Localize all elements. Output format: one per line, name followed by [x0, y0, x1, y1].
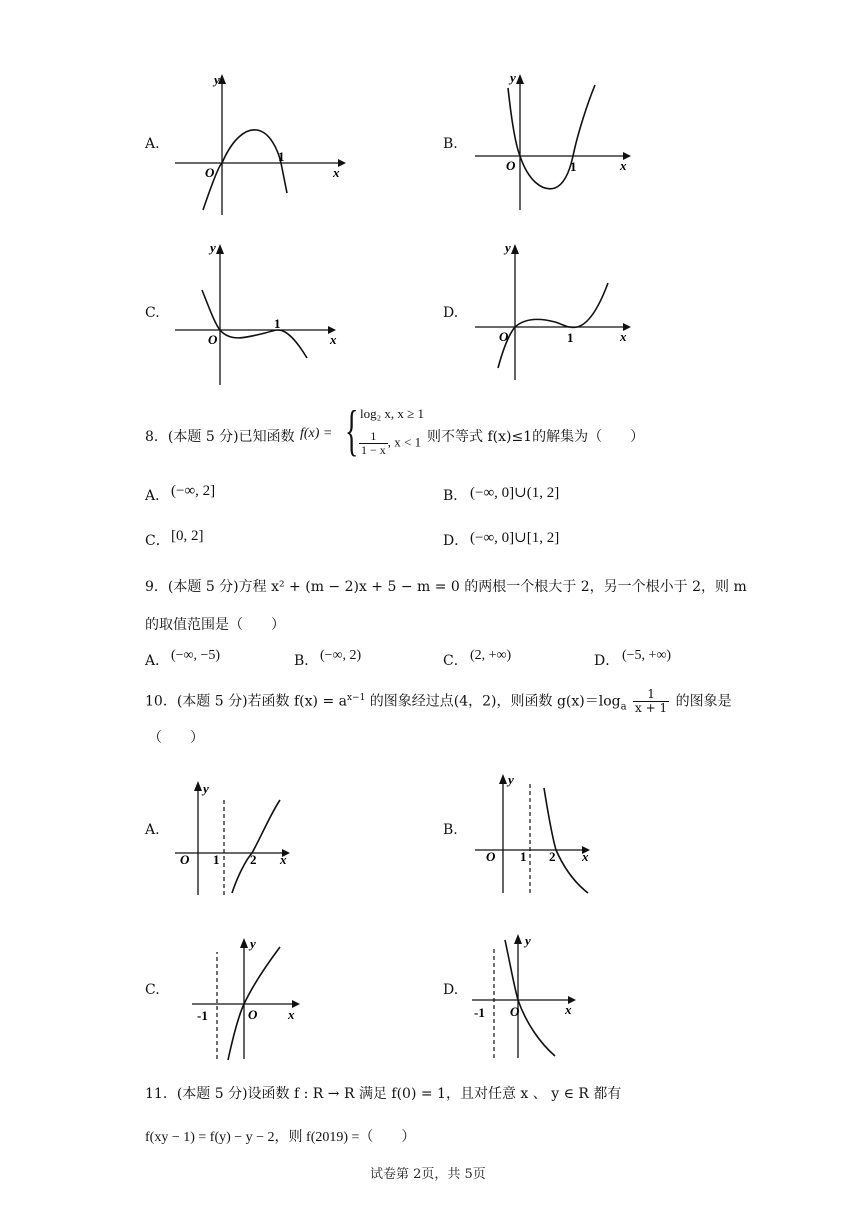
q8-option-c-value: [0, 2] — [171, 528, 204, 544]
q7-graph-c — [170, 238, 350, 388]
q10-option-c-label: C. — [145, 982, 160, 998]
q10-part1: 10．(本题 5 分)若函数 f(x) = a — [145, 693, 347, 710]
q8-option-d-value: (−∞, 0]∪[1, 2] — [470, 530, 560, 546]
q10-graph-d — [470, 928, 595, 1063]
x-axis-label: x — [620, 329, 627, 344]
q10-option-b-label: B. — [443, 822, 458, 838]
q10-option-a-label: A. — [145, 822, 160, 838]
x-axis-label: x — [582, 849, 589, 864]
q8-case1: log₂ x, x ≥ 1 — [360, 406, 425, 421]
origin-label: O — [510, 1004, 520, 1019]
tick-label-2: 2 — [250, 852, 257, 867]
q7-graph-b — [470, 70, 640, 215]
q10-graph-c — [190, 932, 315, 1062]
q10-frac-den: x + 1 — [635, 701, 668, 716]
x-axis-label: x — [280, 852, 287, 867]
tick-label-1: 1 — [274, 316, 281, 331]
q7-graph-a — [170, 70, 350, 220]
y-axis-label: y — [210, 240, 216, 255]
q8-prefix: 8．(本题 5 分)已知函数 — [145, 429, 295, 445]
page-footer: 试卷第 2页，共 5页 — [370, 1167, 486, 1182]
q10-part3: 的图象是 — [671, 693, 732, 710]
q8-option-c-label: C． — [145, 533, 170, 549]
y-axis-label: y — [510, 70, 516, 85]
q7-option-b-label: B. — [443, 136, 458, 152]
q9-option-b-label: B． — [294, 653, 319, 669]
q8-case2-numerator: 1 — [359, 430, 388, 444]
tick-label-1: 1 — [570, 159, 577, 174]
tick-label-2: 2 — [549, 849, 556, 864]
q9-line2: 的取值范围是（ ） — [145, 617, 285, 633]
q10-graph-a — [170, 775, 300, 900]
x-axis-label: x — [330, 332, 337, 347]
q10-option-d-label: D. — [443, 982, 459, 998]
q9-option-a-value: (−∞, −5) — [171, 648, 221, 663]
origin-label: O — [180, 852, 190, 867]
x-axis-label: x — [565, 1002, 572, 1017]
q8-case2-denominator: 1 − x — [361, 443, 386, 458]
x-axis-label: x — [333, 165, 340, 180]
q7-graph-d — [470, 238, 640, 388]
origin-label: O — [248, 1007, 258, 1022]
q10-line2: （ ） — [148, 730, 204, 746]
tick-label-1: 1 — [567, 330, 574, 345]
tick-label-neg1: -1 — [474, 1005, 485, 1020]
q8-case2-condition: , x < 1 — [387, 434, 422, 450]
q8-case2 — [359, 430, 421, 457]
y-axis-label: y — [525, 933, 531, 948]
q11-line2: f(xy − 1) = f(y) − y − 2，则 f(2019) =（ ） — [145, 1130, 416, 1145]
y-axis-label: y — [203, 781, 209, 796]
y-axis-label: y — [505, 240, 511, 255]
q10-frac-num: 1 — [633, 688, 669, 702]
q9-option-c-value: (2, +∞) — [470, 648, 512, 663]
q8-suffix: 则不等式 f(x)≤1的解集为（ ） — [427, 429, 645, 445]
q10-graph-b — [470, 768, 600, 898]
x-axis-label: x — [620, 158, 627, 173]
tick-label-1: 1 — [520, 849, 527, 864]
y-axis-label: y — [250, 936, 256, 951]
origin-label: O — [486, 849, 496, 864]
origin-label: O — [208, 332, 218, 347]
tick-label-neg1: -1 — [197, 1008, 208, 1023]
q9-option-a-label: A． — [145, 653, 170, 669]
q8-option-b-label: B． — [443, 488, 468, 504]
q8-piecewise-brace: { — [345, 400, 359, 462]
q9-option-b-value: (−∞, 2) — [320, 648, 362, 663]
q8-option-b-value: (−∞, 0]∪(1, 2] — [470, 485, 560, 501]
q8-option-a-label: A． — [145, 488, 170, 504]
q10-exponent: x−1 — [346, 693, 366, 704]
tick-label-1: 1 — [213, 852, 220, 867]
q10-part2: 的图象经过点(4，2)，则函数 g(x)＝log — [365, 693, 621, 710]
origin-label: O — [205, 165, 215, 180]
q7-option-a-label: A. — [145, 136, 160, 152]
q10-log-base: a — [620, 701, 627, 713]
x-axis-label: x — [288, 1007, 295, 1022]
tick-label-1: 1 — [278, 149, 285, 164]
q9-option-d-value: (−5, +∞) — [622, 648, 672, 663]
origin-label: O — [506, 158, 516, 173]
y-axis-label: y — [508, 772, 514, 787]
q9-line1: 9．(本题 5 分)方程 x² + (m − 2)x + 5 − m = 0 的两根一个根大于 2，另一个根小于 2，则 m — [145, 579, 747, 595]
q9-option-c-label: C． — [443, 653, 468, 669]
q8-option-d-label: D． — [443, 533, 469, 549]
y-axis-label: y — [214, 72, 220, 87]
q8-option-a-value: (−∞, 2] — [171, 483, 216, 499]
origin-label: O — [499, 329, 509, 344]
q7-option-c-label: C. — [145, 305, 160, 321]
q10-line1 — [145, 688, 732, 715]
q11-line1: 11．(本题 5 分)设函数 f : R → R 满足 f(0) = 1，且对任意 x 、 y ∈ R 都有 — [145, 1086, 622, 1102]
q8-function-name: f(x) = — [300, 426, 333, 441]
q7-option-d-label: D. — [443, 305, 459, 321]
q9-option-d-label: D． — [594, 653, 620, 669]
